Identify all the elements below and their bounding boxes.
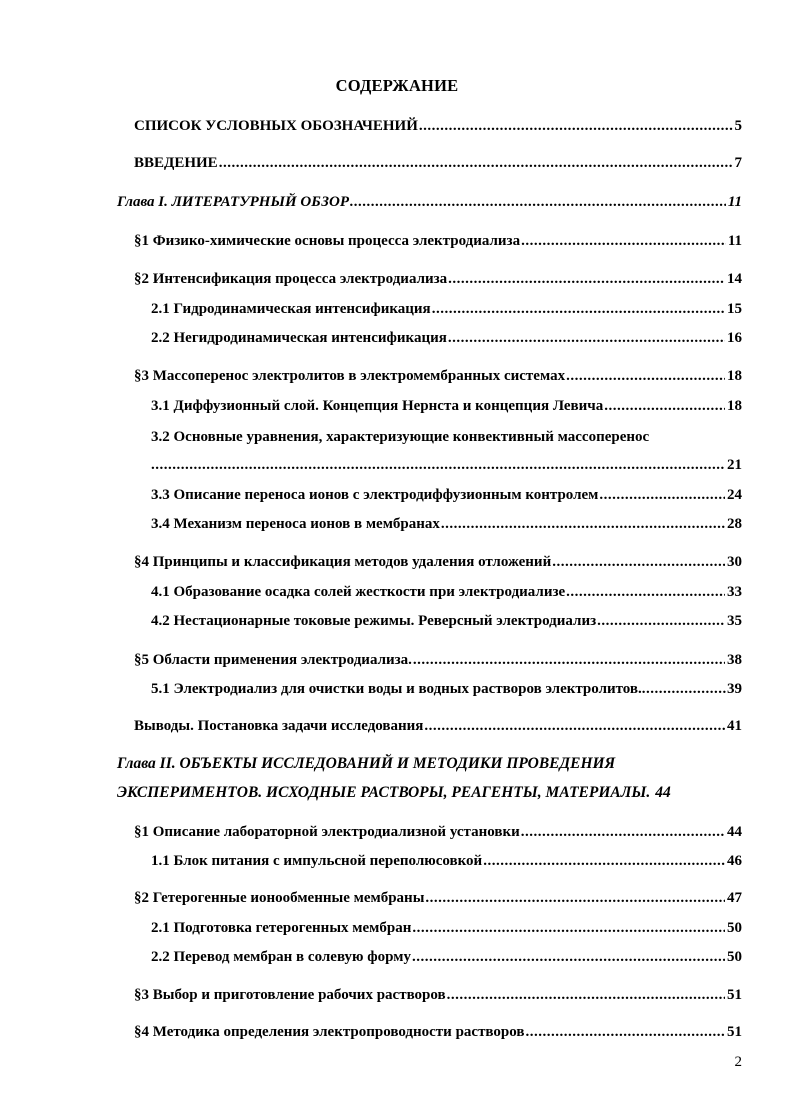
toc-entry-label: ЭКСПЕРИМЕНТОВ. ИСХОДНЫЕ РАСТВОРЫ, РЕАГЕНТЫ, МАТЕРИАЛЫ. (117, 784, 651, 801)
toc-entry-label: §2 Гетерогенные ионообменные мембраны (134, 890, 425, 906)
toc-leader (432, 299, 725, 319)
toc-entry-label: 2.1 Гидродинамическая интенсификация (151, 301, 431, 317)
toc-entry-page: 51 (727, 987, 742, 1003)
toc-entry[interactable] (134, 231, 742, 251)
toc-entry-label: §3 Выбор и приготовление рабочих растворов (134, 987, 446, 1003)
toc-entry[interactable] (134, 822, 742, 842)
toc-leader (412, 918, 725, 938)
toc-subentry[interactable] (151, 328, 742, 348)
toc-entry-page: 35 (727, 613, 742, 629)
page-number: 2 (734, 1054, 742, 1070)
toc-entry-page: 14 (727, 271, 742, 287)
toc-entry-page: 50 (727, 920, 742, 936)
toc-entry-page: 5 (734, 118, 742, 134)
toc-entry-page: 39 (727, 681, 742, 697)
toc-leader (599, 485, 725, 505)
toc-subentry[interactable] (151, 396, 742, 416)
toc-subentry[interactable] (151, 947, 742, 967)
toc-leader (566, 366, 725, 386)
toc-chapter-label-line1[interactable]: Глава II. ОБЪЕКТЫ ИССЛЕДОВАНИЙ И МЕТОДИКИ ПРОВЕДЕНИЯ (117, 755, 616, 772)
toc-entry-page: 47 (727, 890, 742, 906)
toc-leader (483, 851, 725, 871)
toc-entry-label: ВВЕДЕНИЕ (134, 155, 218, 171)
toc-entry-page: 16 (727, 330, 742, 346)
toc-entry-label: Выводы. Постановка задачи исследования (134, 718, 424, 734)
toc-subentry[interactable] (151, 514, 742, 534)
toc-entry-label: §1 Описание лабораторной электродиализной установки (134, 824, 520, 840)
toc-entry-page: 21 (727, 457, 742, 473)
page-title: СОДЕРЖАНИЕ (335, 76, 459, 95)
toc-entry[interactable] (134, 985, 742, 1005)
toc-leader (448, 328, 725, 348)
toc-entry-page: 18 (727, 398, 742, 414)
toc-entry[interactable] (134, 888, 742, 908)
toc-entry-page: 44 (727, 824, 742, 840)
toc-entry-page: 44 (655, 784, 671, 801)
toc-entry-page: 24 (727, 487, 742, 503)
toc-entry-label: §1 Физико-химические основы процесса электродиализа (134, 233, 521, 249)
toc-entry[interactable] (134, 1022, 742, 1042)
toc-chapter-entry[interactable] (117, 783, 742, 803)
toc-entry-label: §4 Методика определения электропроводности растворов (134, 1024, 525, 1040)
toc-entry[interactable] (134, 650, 742, 670)
toc-entry-label: Глава I. ЛИТЕРАТУРНЫЙ ОБЗОР (117, 194, 349, 210)
toc-subentry-label-line[interactable]: 3.2 Основные уравнения, характеризующие конвективный массоперенос (151, 429, 650, 445)
toc-entry[interactable] (134, 269, 742, 289)
toc-entry[interactable] (134, 552, 742, 572)
toc-leader (448, 269, 725, 289)
toc-entry-page: 33 (727, 584, 742, 600)
toc-entry-label: 2.1 Подготовка гетерогенных мембран (151, 920, 412, 936)
toc-entry-page: 50 (727, 949, 742, 965)
toc-entry-label: 4.2 Нестационарные токовые режимы. Реверсный электродиализ (151, 613, 597, 629)
toc-entry[interactable] (134, 153, 742, 173)
toc-leader (552, 552, 725, 572)
toc-leader (597, 611, 725, 631)
toc-entry[interactable] (134, 716, 742, 736)
toc-entry-label: 4.1 Образование осадка солей жесткости при электродиализе (151, 584, 566, 600)
toc-entry-label: 3.1 Диффузионный слой. Концепция Нернста и концепция Левича (151, 398, 604, 414)
toc-leader (604, 396, 725, 416)
toc-entry-label: 2.2 Негидродинамическая интенсификация (151, 330, 447, 346)
toc-entry-label: §3 Массоперенос электролитов в электромембранных системах (134, 368, 566, 384)
toc-entry-page: 46 (727, 853, 742, 869)
toc-leader (151, 455, 725, 475)
toc-entry-page: 38 (727, 652, 742, 668)
toc-subentry[interactable] (151, 299, 742, 319)
toc-subentry[interactable] (151, 611, 742, 631)
toc-subentry[interactable] (151, 582, 742, 602)
toc-leader (526, 1022, 726, 1042)
toc-entry-page: 18 (727, 368, 742, 384)
toc-entry-page: 11 (727, 194, 742, 210)
toc-entry-page: 51 (727, 1024, 742, 1040)
toc-entry-label: 5.1 Электродиализ для очистки воды и водных растворов электролитов. (151, 681, 642, 697)
toc-leader (412, 947, 725, 967)
toc-leader (350, 192, 726, 212)
toc-entry-label: §2 Интенсификация процесса электродиализа (134, 271, 448, 287)
toc-subentry[interactable] (151, 455, 742, 475)
toc-entry-page: 28 (727, 516, 742, 532)
toc-entry-page: 7 (734, 155, 742, 171)
toc-leader (521, 231, 726, 251)
toc-leader (219, 153, 733, 173)
toc-entry-page: 15 (727, 301, 742, 317)
toc-leader (441, 514, 725, 534)
toc-leader (447, 985, 725, 1005)
toc-entry-page: 41 (727, 718, 742, 734)
toc-leader (425, 888, 725, 908)
toc-entry-label: §5 Области применения электродиализа. (134, 652, 412, 668)
toc-entry-label: 2.2 Перевод мембран в солевую форму (151, 949, 411, 965)
toc-entry-label: СПИСОК УСЛОВНЫХ ОБОЗНАЧЕНИЙ (134, 118, 418, 134)
toc-leader (424, 716, 725, 736)
toc-leader (521, 822, 725, 842)
toc-subentry[interactable] (151, 918, 742, 938)
toc-subentry[interactable] (151, 679, 742, 699)
toc-subentry[interactable] (151, 851, 742, 871)
toc-chapter-entry[interactable] (117, 192, 742, 212)
toc-entry-label: 3.4 Механизм переноса ионов в мембранах (151, 516, 440, 532)
toc-leader (413, 650, 725, 670)
toc-entry-page: 30 (727, 554, 742, 570)
toc-leader (566, 582, 725, 602)
toc-entry[interactable] (134, 116, 742, 136)
toc-leader (642, 679, 726, 699)
toc-entry-label: 3.3 Описание переноса ионов с электродиффузионным контролем (151, 487, 599, 503)
toc-entry[interactable] (134, 366, 742, 386)
toc-entry-label: 1.1 Блок питания с импульсной переполюсовкой (151, 853, 483, 869)
toc-subentry[interactable] (151, 485, 742, 505)
toc-entry-label: §4 Принципы и классификация методов удаления отложений (134, 554, 552, 570)
toc-leader (419, 116, 733, 136)
toc-entry-page: 11 (727, 233, 742, 249)
